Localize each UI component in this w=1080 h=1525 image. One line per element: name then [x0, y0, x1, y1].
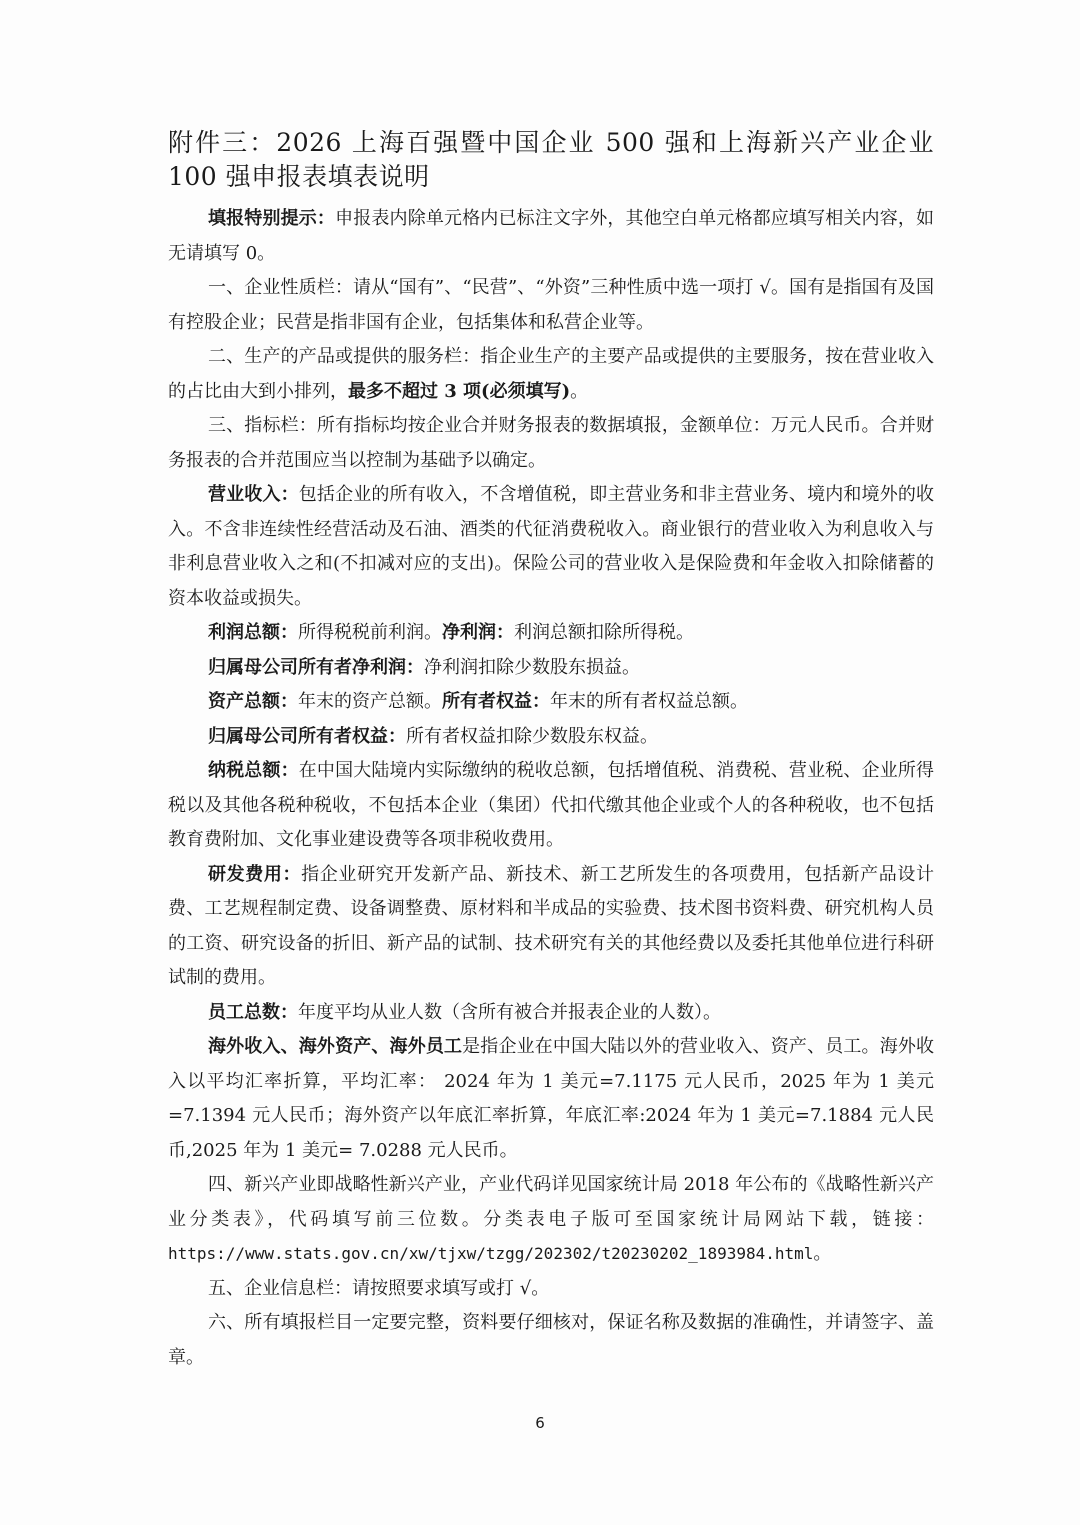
assets-definition — [168, 685, 934, 720]
section-2-tail: 。 — [570, 380, 589, 402]
owners-equity-label: 所有者权益： — [442, 691, 550, 712]
owners-equity-text: 年末的所有者权益总额。 — [550, 691, 748, 712]
page-number: 6 — [535, 1414, 545, 1432]
overseas-label: 海外收入、海外资产、海外员工 — [208, 1036, 463, 1057]
section-2-products-services — [168, 340, 934, 409]
section-2-bold-note: 最多不超过 3 项(必须填写) — [348, 380, 571, 402]
parent-net-profit-definition — [168, 651, 934, 686]
parent-equity-text: 所有者权益扣除少数股东权益。 — [406, 725, 658, 747]
section-5-enterprise-info: 五、企业信息栏：请按照要求填写或打 √。 — [208, 1277, 550, 1299]
total-assets-label: 资产总额： — [208, 691, 298, 712]
total-profit-label: 利润总额： — [208, 622, 298, 643]
staff-text: 年度平均从业人数（含所有被合并报表企业的人数）。 — [298, 1001, 721, 1023]
rnd-definition — [168, 858, 934, 996]
overseas-text: 是指企业在中国大陆以外的营业收入、资产、员工。海外收入以平均汇率折算，平均汇率： 2024 年为 1 美元=7.1175 元人民币，2025 年为 1 美元=7.1394 元人民币；海外资产以年底汇率折算，年底汇率:2024 年为 1 美元=7.1884 元人民币,2025 年为 1 美元= 7.0288 元人民币。 — [168, 1036, 934, 1161]
parent-equity-label: 归属母公司所有者权益： — [208, 725, 406, 747]
notice-label: 填报特别提示： — [208, 208, 336, 229]
staff-label: 员工总数： — [208, 1001, 298, 1023]
rnd-text: 指企业研究开发新产品、新技术、新工艺所发生的各项费用，包括新产品设计费、工艺规程制定费、设备调整费、原材料和半成品的实验费、技术图书资料费、研究机构人员的工资、研究设备的折旧、新产品的试制、技术研究有关的其他经费以及委托其他单位进行科研试制的费用。 — [168, 863, 935, 988]
parent-net-profit-label: 归属母公司所有者净利润： — [208, 656, 424, 678]
notice-text: 申报表内除单元格内已标注文字外，其他空白单元格都应填写相关内容，如无请填写 0。 — [168, 208, 934, 264]
profit-definition — [168, 616, 934, 651]
overseas-definition — [168, 1030, 934, 1168]
total-profit-text: 所得税税前利润。 — [298, 622, 442, 643]
revenue-label: 营业收入： — [208, 484, 299, 505]
section-6-completeness: 六、所有填报栏目一定要完整，资料要仔细核对，保证名称及数据的准确性，并请签字、盖章。 — [168, 1312, 934, 1368]
section-2-text: 二、生产的产品或提供的服务栏：指企业生产的主要产品或提供的主要服务，按在营业收入的占比由大到小排列， — [168, 346, 934, 402]
stats-link[interactable]: https://www.stats.gov.cn/xw/tjxw/tzgg/202302/t20230202_1893984.html — [168, 1244, 814, 1263]
net-profit-text: 利润总额扣除所得税。 — [514, 622, 694, 643]
net-profit-label: 净利润： — [442, 622, 514, 643]
revenue-definition — [168, 478, 934, 616]
section-3-indicators: 三、指标栏：所有指标均按企业合并财务报表的数据填报，金额单位：万元人民币。合并财务报表的合并范围应当以控制为基础予以确定。 — [168, 415, 934, 471]
parent-equity-definition — [168, 720, 934, 755]
section-4-text: 四、新兴产业即战略性新兴产业，产业代码详见国家统计局 2018 年公布的《战略性新兴产业分类表》，代码填写前三位数。分类表电子版可至国家统计局网站下载，链接： — [168, 1174, 934, 1230]
section-1-enterprise-nature: 一、企业性质栏：请从“国有”、“民营”、“外资”三种性质中选一项打 √。国有是指国有及国有控股企业；民营是指非国有企业，包括集体和私营企业等。 — [168, 277, 934, 333]
tax-label: 纳税总额： — [208, 760, 299, 781]
parent-net-profit-text: 净利润扣除少数股东损益。 — [424, 656, 640, 678]
section-4-tail: 。 — [813, 1243, 832, 1264]
page-title: 附件三：2026 上海百强暨中国企业 500 强和上海新兴产业企业 100 强申报表填表说明 — [168, 128, 934, 191]
tax-definition — [168, 754, 934, 858]
notice-paragraph — [168, 202, 934, 271]
revenue-text: 包括企业的所有收入，不含增值税，即主营业务和非主营业务、境内和境外的收入。不含非连续性经营活动及石油、酒类的代征消费税收入。商业银行的营业收入为利息收入与非利息营业收入之和(不扣减对应的支出)。保险公司的营业收入是保险费和年金收入扣除储蓄的资本收益或损失。 — [168, 484, 935, 609]
document-body — [168, 126, 934, 1375]
staff-definition — [168, 996, 934, 1031]
total-assets-text: 年末的资产总额。 — [298, 691, 442, 712]
section-4-emerging-industry — [168, 1168, 934, 1272]
tax-text: 在中国大陆境内实际缴纳的税收总额，包括增值税、消费税、营业税、企业所得税以及其他各税种税收，不包括本企业（集团）代扣代缴其他企业或个人的各种税收，也不包括教育费附加、文化事业建设费等各项非税收费用。 — [168, 760, 935, 850]
rnd-label: 研发费用： — [208, 863, 302, 885]
